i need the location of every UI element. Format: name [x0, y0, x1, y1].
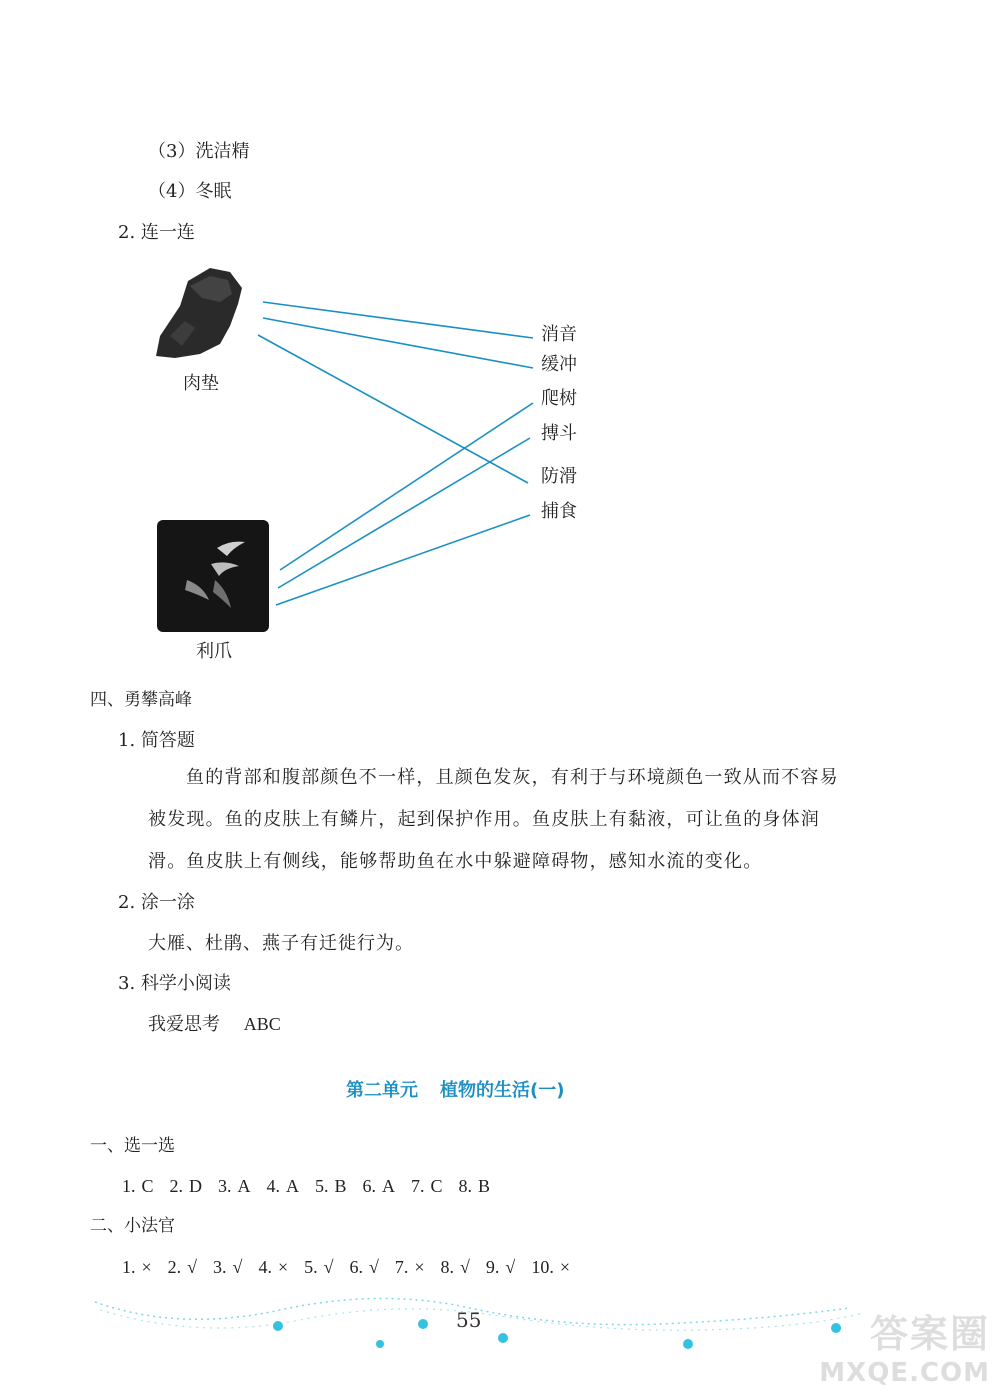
answer-number: 5. — [315, 1176, 329, 1196]
s4-q1-label: 1. 简答题 — [118, 730, 195, 751]
right-label-6: 捕食 — [541, 501, 577, 522]
section-1-answers — [122, 1176, 506, 1197]
s4-q3-answer: ABC — [243, 1014, 281, 1034]
page-number: 55 — [456, 1308, 482, 1332]
s4-q1-line-2: 被发现。鱼的皮肤上有鳞片，起到保护作用。鱼皮肤上有黏液，可让鱼的身体润 — [148, 809, 820, 830]
answer-item — [411, 1176, 443, 1197]
right-label-3: 爬树 — [541, 388, 577, 409]
answer-item — [363, 1176, 396, 1197]
answer-item — [258, 1257, 288, 1278]
answer-number: 5. — [304, 1257, 318, 1277]
answer-value: √ — [187, 1257, 198, 1277]
answer-value: × — [277, 1257, 289, 1277]
answer-item — [122, 1176, 154, 1197]
answer-number: 8. — [440, 1257, 455, 1277]
connection-line — [280, 403, 533, 570]
answer-value: √ — [323, 1257, 334, 1277]
answer-number: 10. — [531, 1257, 554, 1277]
answer-value: A — [237, 1176, 251, 1196]
answer-number: 1. — [122, 1176, 136, 1196]
answer-item-3: （3）洗洁精 — [148, 141, 250, 162]
answer-value: × — [414, 1257, 425, 1277]
answer-item — [267, 1176, 300, 1197]
answer-value: D — [189, 1176, 203, 1196]
answer-value: A — [382, 1176, 396, 1196]
s4-q1-answer — [148, 757, 868, 883]
s4-q3-prefix: 我爱思考 — [148, 1014, 220, 1035]
unit-heading-part-2: 植物的生活(一) — [440, 1080, 565, 1101]
answer-number: 6. — [362, 1176, 377, 1196]
right-label-2: 缓冲 — [541, 354, 577, 375]
site-watermark — [819, 1303, 990, 1388]
answer-value: √ — [232, 1257, 243, 1277]
answer-item — [304, 1257, 333, 1278]
unit-heading — [346, 1076, 564, 1102]
question-2-label: 2. 连一连 — [118, 222, 195, 243]
answer-value: B — [334, 1176, 347, 1196]
answer-number: 8. — [458, 1176, 473, 1196]
right-label-4: 搏斗 — [541, 423, 577, 444]
connection-line — [278, 438, 530, 588]
answer-value: × — [559, 1257, 570, 1277]
answer-item — [459, 1176, 491, 1197]
connection-line — [276, 515, 530, 605]
s4-q2-label: 2. 涂一涂 — [118, 892, 195, 913]
answer-value: √ — [505, 1257, 516, 1277]
answer-number: 7. — [411, 1176, 425, 1196]
watermark-line-1: 答案圈 — [869, 1312, 990, 1356]
answer-value: × — [141, 1257, 152, 1277]
answer-value: B — [478, 1176, 491, 1196]
answer-value: √ — [460, 1257, 470, 1277]
answer-item — [486, 1257, 515, 1278]
answer-item-4: （4）冬眠 — [148, 181, 232, 202]
s4-q2-answer: 大雁、杜鹃、燕子有迁徙行为。 — [148, 933, 414, 954]
unit-heading-part-1: 第二单元 — [346, 1080, 418, 1101]
answer-item — [213, 1257, 242, 1278]
answer-number: 3. — [218, 1176, 232, 1196]
answer-number: 6. — [349, 1257, 363, 1277]
answer-number: 3. — [213, 1257, 227, 1277]
s4-q3-answer-line — [148, 1015, 281, 1034]
connection-line — [258, 335, 528, 483]
left-label-claw: 利爪 — [196, 641, 232, 662]
answer-item — [531, 1257, 570, 1278]
answer-item — [218, 1176, 251, 1197]
answer-item — [122, 1257, 152, 1278]
answer-number: 7. — [394, 1257, 409, 1277]
answer-item — [315, 1176, 347, 1197]
section-4-title: 四、勇攀高峰 — [90, 690, 192, 710]
answer-item — [349, 1257, 378, 1278]
answer-number: 1. — [122, 1257, 136, 1277]
s4-q3-label: 3. 科学小阅读 — [118, 973, 231, 994]
right-label-1: 消音 — [541, 324, 577, 345]
answer-number: 9. — [485, 1257, 500, 1277]
section-2-title: 二、小法官 — [90, 1216, 175, 1236]
s4-q1-line-3: 滑。鱼皮肤上有侧线，能够帮助鱼在水中躲避障碍物，感知水流的变化。 — [148, 851, 763, 872]
answer-item — [170, 1176, 203, 1197]
answer-number: 2. — [169, 1176, 184, 1196]
watermark-line-2: MXQE.COM — [819, 1358, 990, 1388]
s4-q1-line-1: 鱼的背部和腹部颜色不一样，且颜色发灰，有利于与环境颜色一致从而不容易 — [186, 767, 839, 788]
answer-number: 4. — [266, 1176, 281, 1196]
answer-number: 4. — [258, 1257, 272, 1277]
answer-value: C — [430, 1176, 443, 1196]
answer-item — [395, 1257, 425, 1278]
right-label-5: 防滑 — [541, 466, 577, 487]
answer-number: 2. — [167, 1257, 182, 1277]
section-2-answers — [122, 1257, 586, 1278]
answer-value: A — [286, 1176, 300, 1196]
answer-value: √ — [368, 1257, 379, 1277]
answer-item — [168, 1257, 197, 1278]
left-label-paw-pad: 肉垫 — [183, 373, 219, 394]
answer-value: C — [141, 1176, 154, 1196]
section-1-title: 一、选一选 — [90, 1136, 175, 1156]
answer-item — [441, 1257, 470, 1278]
connection-line — [263, 302, 533, 338]
